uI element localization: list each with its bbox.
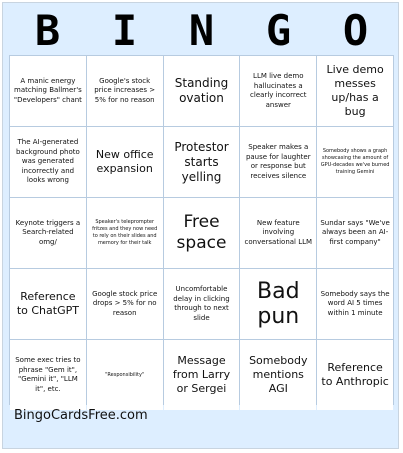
bingo-cell[interactable] (10, 340, 86, 410)
bingo-cell[interactable] (240, 198, 316, 268)
bingo-cell[interactable] (164, 340, 240, 410)
header-letter-o: O (342, 6, 369, 55)
header-letter-g: G (265, 6, 292, 55)
cell-text: Reference to ChatGPT (16, 290, 79, 317)
bingo-cell[interactable] (87, 198, 163, 268)
bingo-cell[interactable] (87, 127, 163, 197)
cell-text: Bad pun (257, 279, 300, 329)
cell-text: Uncomfortable delay in clicking through to next slide (173, 285, 230, 322)
bingo-cell[interactable] (240, 56, 316, 126)
bingo-cell[interactable] (10, 198, 86, 268)
cell-text: New office expansion (95, 148, 154, 175)
cell-text: Keynote triggers a Search-related omg/ (15, 218, 81, 246)
cell-text: Google's stock price increases > 5% for no reason (94, 76, 156, 104)
cell-text: Google stock price drops > 5% for no reason (92, 289, 158, 317)
bingo-cell[interactable] (10, 56, 86, 126)
header-letter-i: I (111, 6, 138, 55)
bingo-cell[interactable] (317, 340, 393, 410)
cell-text: Sundar says "We've always been an AI-first company" (320, 218, 390, 246)
cell-text: Message from Larry or Sergei (172, 354, 231, 395)
cell-text: Somebody mentions AGI (249, 354, 308, 395)
bingo-cell[interactable] (10, 127, 86, 197)
bingo-cell[interactable] (164, 127, 240, 197)
bingo-cell[interactable] (240, 269, 316, 339)
cell-text: Free space (176, 212, 227, 253)
bingo-cell[interactable] (87, 340, 163, 410)
bingo-cell[interactable] (317, 198, 393, 268)
cell-text: Protestor starts yelling (174, 139, 229, 184)
cell-text: "Responsibility" (105, 371, 145, 378)
bingo-header (9, 8, 394, 54)
cell-text: LLM live demo hallucinates a clearly incorrect answer (250, 72, 307, 109)
free-space-cell[interactable] (164, 198, 240, 268)
cell-text: Speaker makes a pause for laughter or response but receives silence (245, 143, 311, 180)
cell-text: Standing ovation (174, 76, 229, 105)
bingo-cell[interactable] (87, 269, 163, 339)
bingo-cell[interactable] (317, 56, 393, 126)
bingo-cell[interactable] (164, 56, 240, 126)
bingo-cell[interactable] (10, 269, 86, 339)
bingo-cell[interactable] (87, 56, 163, 126)
bingo-cell[interactable] (240, 340, 316, 410)
bingo-cell[interactable] (164, 269, 240, 339)
cell-text: Somebody says the word AI 5 times within 1 minute (320, 289, 390, 317)
cell-text: Reference to Anthropic (321, 361, 389, 388)
bingo-cell[interactable] (317, 269, 393, 339)
header-letter-n: N (188, 6, 215, 55)
cell-text: Some exec tries to phrase "Gem it", "Gemini it", "LLM it", etc. (15, 356, 81, 393)
cell-text: Live demo messes up/has a bug (326, 63, 384, 118)
cell-text: The AI-generated background photo was generated incorrectly and looks wrong (15, 138, 80, 185)
bingo-cell[interactable] (240, 127, 316, 197)
cell-text: Speaker's teleprompter fritzes and they now need to rely on their slides and memory for their talk (92, 219, 158, 246)
footer-site-link[interactable]: BingoCardsFree.com (14, 408, 148, 423)
cell-text: A manic energy matching Ballmer's "Developers" chant (13, 76, 82, 104)
cell-text: Somebody shows a graph showcasing the amount of GPU-decades we've burned training Gemini (320, 148, 390, 175)
bingo-grid (9, 55, 394, 405)
bingo-cell[interactable] (317, 127, 393, 197)
header-letter-b: B (34, 6, 61, 55)
cell-text: New feature involving conversational LLM (244, 218, 313, 246)
